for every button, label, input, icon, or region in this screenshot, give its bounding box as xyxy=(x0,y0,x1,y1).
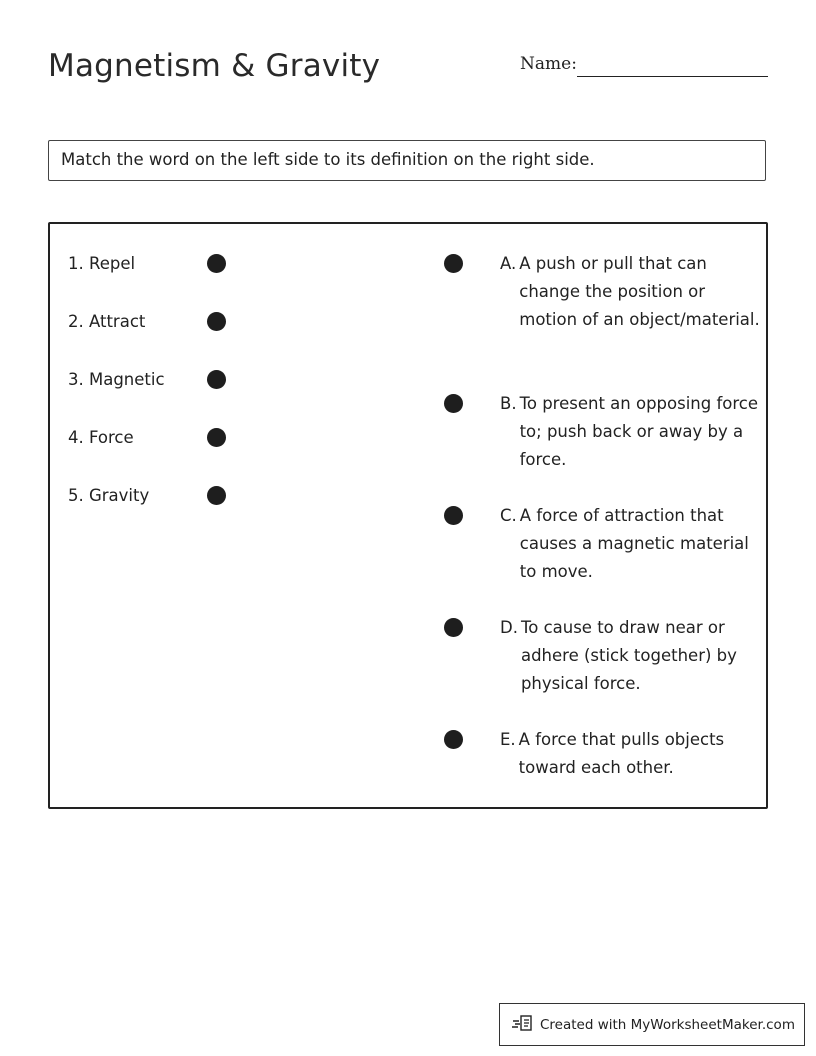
term-dot-1[interactable] xyxy=(207,254,226,273)
term-repel: 1. Repel xyxy=(68,254,136,273)
instructions-text: Match the word on the left side to its definition on the right side. xyxy=(61,150,595,169)
definition-dot-a[interactable] xyxy=(444,254,463,273)
term-dot-3[interactable] xyxy=(207,370,226,389)
term-attract: 2. Attract xyxy=(68,312,146,331)
term-force: 4. Force xyxy=(68,428,134,447)
definition-letter: E. xyxy=(500,730,516,749)
definition-dot-b[interactable] xyxy=(444,394,463,413)
definition-a xyxy=(500,250,760,334)
definition-e xyxy=(500,726,760,782)
term-dot-2[interactable] xyxy=(207,312,226,331)
definition-text: To present an opposing force to; push back or away by a force. xyxy=(519,394,759,469)
term-magnetic: 3. Magnetic xyxy=(68,370,165,389)
definition-text: To cause to draw near or adhere (stick together) by physical force. xyxy=(520,618,737,693)
definition-letter: A. xyxy=(500,254,517,273)
definition-letter: D. xyxy=(500,618,518,637)
worksheet-maker-logo-icon xyxy=(512,1013,540,1037)
definition-text: A force of attraction that causes a magnetic material to move. xyxy=(519,506,749,581)
definition-c xyxy=(500,502,760,586)
term-dot-4[interactable] xyxy=(207,428,226,447)
definition-b xyxy=(500,390,760,474)
definition-letter: B. xyxy=(500,394,517,413)
matching-area xyxy=(48,222,768,809)
definition-d xyxy=(500,614,760,698)
footer-text: Created with MyWorksheetMaker.com xyxy=(540,1016,795,1033)
definition-dot-e[interactable] xyxy=(444,730,463,749)
definition-dot-d[interactable] xyxy=(444,618,463,637)
name-label: Name: xyxy=(520,54,577,74)
term-gravity: 5. Gravity xyxy=(68,486,150,505)
instructions-box xyxy=(48,140,766,181)
definition-text: A force that pulls objects toward each other. xyxy=(518,730,725,777)
definition-dot-c[interactable] xyxy=(444,506,463,525)
footer-credit[interactable] xyxy=(499,1003,805,1046)
definition-letter: C. xyxy=(500,506,517,525)
term-dot-5[interactable] xyxy=(207,486,226,505)
name-blank-line[interactable] xyxy=(577,76,768,77)
page-title: Magnetism & Gravity xyxy=(48,48,381,84)
definition-text: A push or pull that can change the position or motion of an object/material. xyxy=(519,254,760,329)
